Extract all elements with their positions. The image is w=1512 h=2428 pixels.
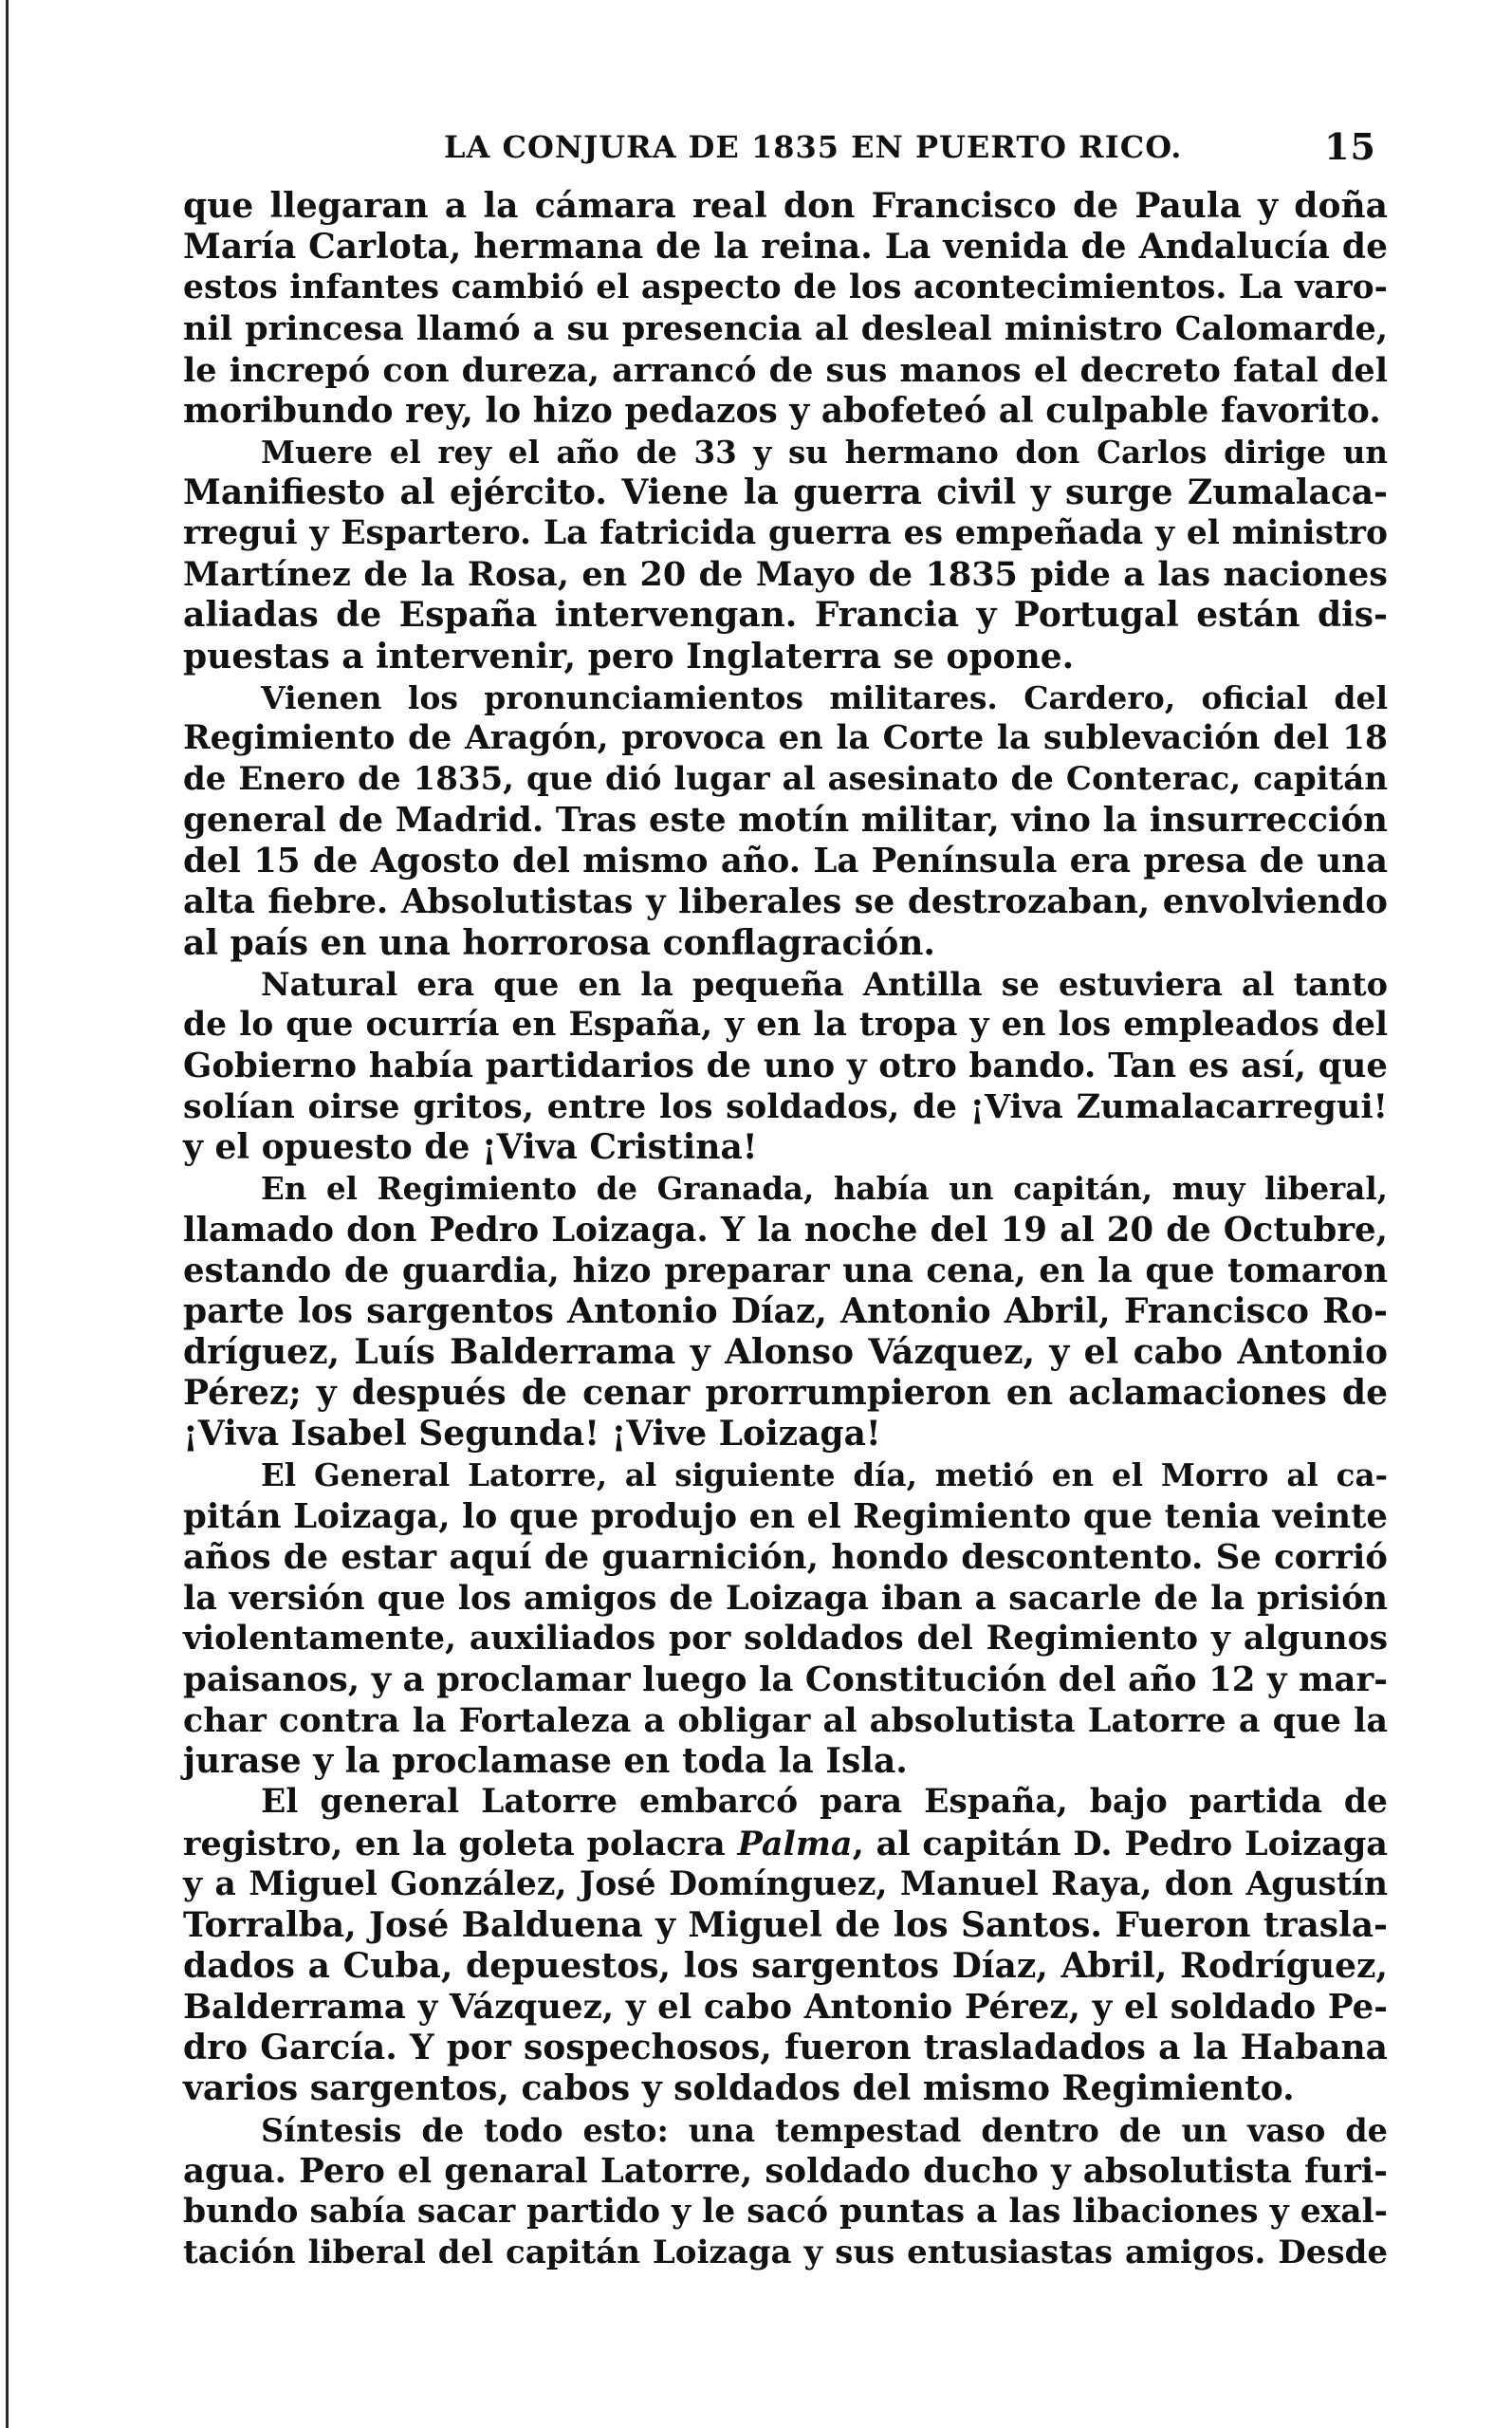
text-line: bundo sabía sacar partido y le sacó puntas a las libaciones y exal- xyxy=(183,2192,1388,2231)
text-line: Regimiento de Aragón, provoca en la Corte la sublevación del 18 xyxy=(183,718,1388,757)
text-line: Martínez de la Rosa, en 20 de Mayo de 1835 pide a las naciones xyxy=(183,555,1388,595)
text-line: le increpó con dureza, arrancó de sus manos el decreto fatal del xyxy=(183,350,1388,390)
text-line: aliadas de España intervengan. Francia y Portugal están dis- xyxy=(183,595,1388,636)
text-line: general de Madrid. Tras este motín militar, vino la insurrección xyxy=(183,801,1388,841)
text-line: estos infantes cambió el aspecto de los acontecimientos. La varo- xyxy=(183,269,1388,307)
text-line: alta fiebre. Absolutistas y liberales se destrozaban, envolviendo xyxy=(183,882,1388,922)
text-line: años de estar aquí de guarnición, hondo descontento. Se corrió xyxy=(183,1537,1388,1577)
text-line: Natural era que en la pequeña Antilla se estuviera al tanto xyxy=(261,965,1388,1003)
text-line: Síntesis de todo esto: una tempestad dentro de un vaso de xyxy=(261,2111,1388,2149)
text-line: Muere el rey el año de 33 y su hermano don Carlos dirige un xyxy=(261,433,1388,471)
text-line: varios sargentos, cabos y soldados del mismo Regimiento. xyxy=(183,2068,1295,2109)
text-line: puestas a intervenir, pero Inglaterra se opone. xyxy=(183,636,1075,677)
book-page xyxy=(183,125,1388,2273)
text-line: Pérez; y después de cenar prorrumpieron en aclamaciones de xyxy=(183,1373,1388,1414)
text-line: pitán Loizaga, lo que produjo en el Regimiento que tenia veinte xyxy=(183,1496,1388,1536)
text-line: de lo que ocurría en España, y en la tropa y en los empleados del xyxy=(183,1005,1388,1044)
text-line: dríguez, Luís Balderrama y Alonso Vázquez, y el cabo Antonio xyxy=(183,1331,1388,1372)
text-line: jurase y la proclamase en toda la Isla. xyxy=(183,1741,908,1782)
text-line: dados a Cuba, depuestos, los sargentos Díaz, Abril, Rodríguez, xyxy=(183,1946,1388,1987)
text-line: El general Latorre embarcó para España, bajo partida de xyxy=(261,1783,1388,1822)
text-line: rregui y Espartero. La fatricida guerra es empeñada y el ministro xyxy=(183,514,1388,553)
text-line: que llegaran a la cámara real don Francisco de Paula y doña xyxy=(183,186,1388,226)
text-line: El General Latorre, al siguiente día, metió en el Morro al ca- xyxy=(261,1456,1388,1494)
running-title: LA CONJURA DE 1835 EN PUERTO RICO. xyxy=(444,129,1183,165)
text-line: En el Regimiento de Granada, había un capitán, muy liberal, xyxy=(261,1170,1388,1208)
running-header xyxy=(183,125,1388,169)
ship-name: Palma xyxy=(737,1824,853,1863)
text-line: parte los sargentos Antonio Díaz, Antonio Abril, Francisco Ro- xyxy=(183,1290,1388,1331)
text-line: registro, en la goleta polacra Palma, al capitán D. Pedro Loizaga xyxy=(183,1824,1388,1863)
text-line: María Carlota, hermana de la reina. La venida de Andalucía de xyxy=(183,227,1388,268)
body-text xyxy=(183,186,1388,2273)
text-line: y el opuesto de ¡Viva Cristina! xyxy=(183,1127,758,1168)
text-line: Torralba, José Balduena y Miguel de los Santos. Fueron trasla- xyxy=(183,1904,1388,1945)
text-line: Gobierno había partidarios de uno y otro bando. Tan es así, que xyxy=(183,1046,1388,1085)
text-line: Vienen los pronunciamientos militares. Cardero, oficial del xyxy=(261,678,1388,716)
text-line: solían oirse gritos, entre los soldados, de ¡Viva Zumalacarregui! xyxy=(183,1087,1388,1127)
text-line: char contra la Fortaleza a obligar al absolutista Latorre a que la xyxy=(183,1701,1388,1741)
text-line: ¡Viva Isabel Segunda! ¡Vive Loizaga! xyxy=(183,1414,881,1455)
text-line: llamado don Pedro Loizaga. Y la noche del 19 al 20 de Octubre, xyxy=(183,1210,1388,1250)
text-line: violentamente, auxiliados por soldados del Regimiento y algunos xyxy=(183,1619,1388,1658)
text-line: dro García. Y por sospechosos, fueron trasladados a la Habana xyxy=(183,2028,1388,2068)
text-line: Manifiesto al ejército. Viene la guerra civil y surge Zumalaca- xyxy=(183,472,1388,512)
text-line: la versión que los amigos de Loizaga iban a sacarle de la prisión xyxy=(183,1578,1388,1618)
text-line: al país en una horrorosa conflagración. xyxy=(183,922,935,963)
text-line: tación liberal del capitán Loizaga y sus entusiastas amigos. Desde xyxy=(183,2233,1388,2272)
text-line: del 15 de Agosto del mismo año. La Península era presa de una xyxy=(183,842,1388,881)
text-line: moribundo rey, lo hizo pedazos y abofeteó al culpable favorito. xyxy=(183,390,1381,431)
text-line: de Enero de 1835, que dió lugar al asesinato de Conterac, capitán xyxy=(183,759,1388,798)
text-line: Balderrama y Vázquez, y el cabo Antonio Pérez, y el soldado Pe- xyxy=(183,1988,1388,2028)
text-line: y a Miguel González, José Domínguez, Manuel Raya, don Agustín xyxy=(183,1864,1388,1903)
text-line: nil princesa llamó a su presencia al desleal ministro Calomarde, xyxy=(183,309,1388,349)
text-line: agua. Pero el genaral Latorre, soldado ducho y absolutista furi- xyxy=(183,2151,1388,2191)
scan-edge-line xyxy=(6,0,9,2428)
page-number: 15 xyxy=(1324,125,1376,168)
text-line: estando de guardia, hizo preparar una cena, en la que tomaron xyxy=(183,1251,1388,1290)
text-line: paisanos, y a proclamar luego la Constitución del año 12 y mar- xyxy=(183,1660,1388,1700)
